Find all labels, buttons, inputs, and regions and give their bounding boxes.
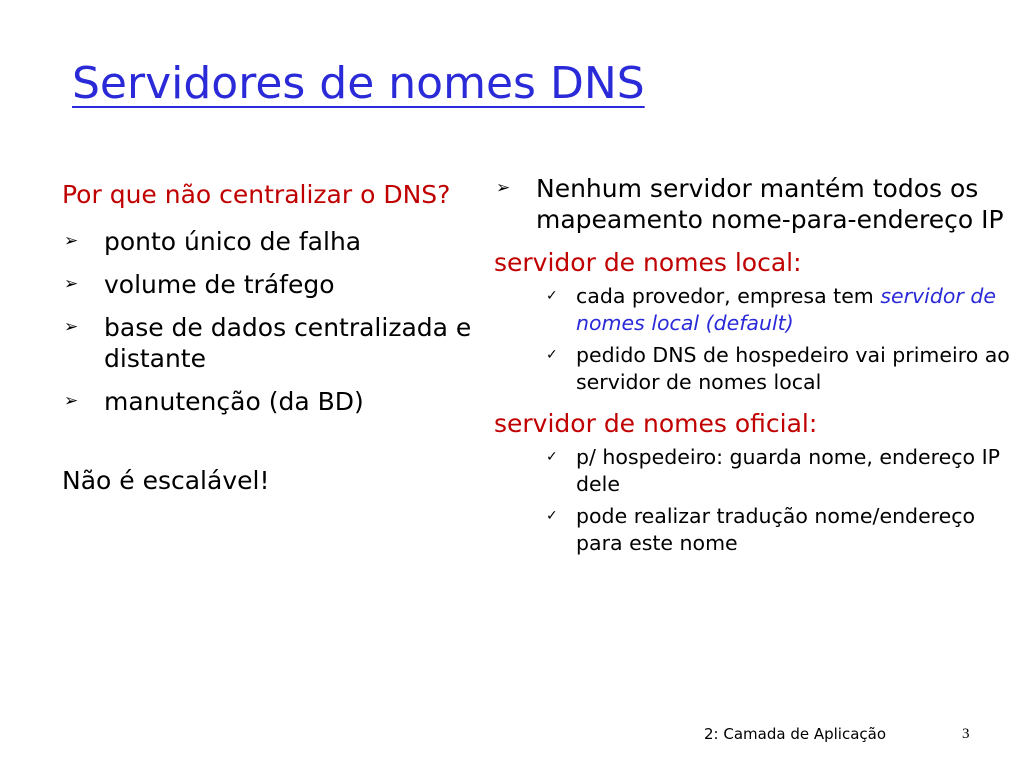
slide-title: Servidores de nomes DNS <box>72 58 645 109</box>
list-item <box>62 386 482 417</box>
list-item <box>62 269 482 300</box>
sub-list-item <box>494 342 1019 396</box>
list-item-text: base de dados centralizada e distante <box>104 313 472 373</box>
right-column <box>494 173 1019 557</box>
sub-list-item <box>494 283 1019 337</box>
slide-footer: 2: Camada de Aplicação <box>704 725 887 743</box>
checkmark-icon: ✓ <box>546 508 558 524</box>
arrow-bullet-icon: ➢ <box>496 178 511 198</box>
list-item-text: volume de tráfego <box>104 270 335 299</box>
conclusion-text: Não é escalável! <box>62 466 270 495</box>
local-item-emphasis: servidor de nomes local (default) <box>576 284 996 335</box>
sub-list-item-text: pode realizar tradução nome/endereço para este nome <box>576 504 976 555</box>
arrow-bullet-icon: ➢ <box>64 391 79 411</box>
arrow-bullet-icon: ➢ <box>64 231 79 251</box>
local-server-heading: servidor de nomes local: <box>494 248 802 277</box>
checkmark-icon: ✓ <box>546 288 558 304</box>
list-item <box>62 226 482 257</box>
official-server-heading: servidor de nomes oficial: <box>494 409 818 438</box>
sub-list-item <box>494 444 1019 498</box>
list-item-text: manutenção (da BD) <box>104 387 364 416</box>
arrow-bullet-icon: ➢ <box>64 274 79 294</box>
checkmark-icon: ✓ <box>546 347 558 363</box>
list-item <box>62 312 482 374</box>
local-item-text: cada provedor, empresa tem <box>576 284 874 308</box>
intro-text: Nenhum servidor mantém todos os mapeamento nome-para-endereço IP <box>536 174 1004 234</box>
list-item-text: ponto único de falha <box>104 227 362 256</box>
sub-list-item-text: p/ hospedeiro: guarda nome, endereço IP dele <box>576 445 1000 496</box>
sub-list-item <box>494 503 1019 557</box>
list-item <box>494 173 1019 235</box>
sub-list-item-text: pedido DNS de hospedeiro vai primeiro ao servidor de nomes local <box>576 343 1010 394</box>
question-text: Por que não centralizar o DNS? <box>62 180 451 209</box>
arrow-bullet-icon: ➢ <box>64 317 79 337</box>
sub-list-item-text <box>576 283 1019 337</box>
checkmark-icon: ✓ <box>546 449 558 465</box>
page-number: 3 <box>962 726 970 742</box>
left-column <box>62 176 482 496</box>
